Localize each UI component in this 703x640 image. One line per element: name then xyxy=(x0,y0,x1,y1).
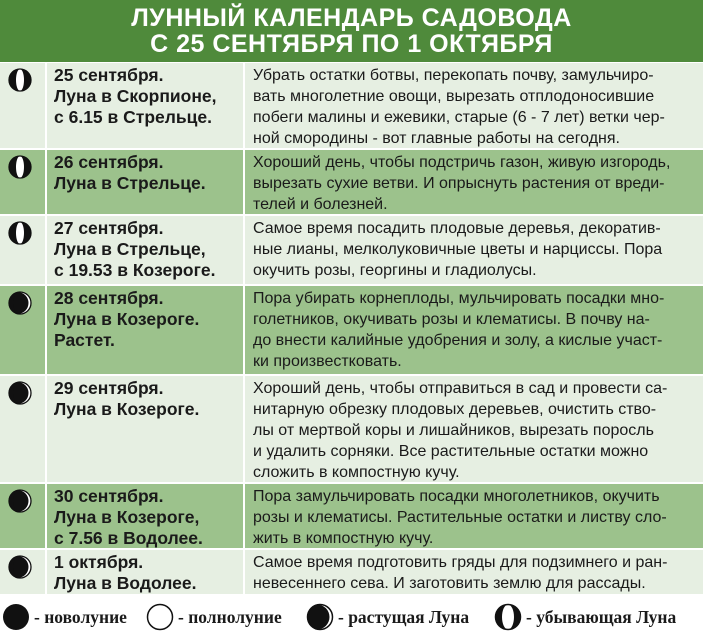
date-line: Луна в Козероге. xyxy=(54,399,200,419)
date-line: Луна в Стрельце, xyxy=(54,239,206,259)
date-line: с 6.15 в Стрельце. xyxy=(54,107,212,127)
date-line: 1 октября. xyxy=(54,552,144,572)
description-line: Самое время подготовить гряды для подзимнего и ран- xyxy=(253,554,668,571)
date-line: 26 сентября. xyxy=(54,152,164,172)
description-line: до внести калийные удобрения и золу, а кислые участ- xyxy=(253,332,663,349)
date-cell xyxy=(47,376,244,482)
date-line: Луна в Стрельце. xyxy=(54,173,206,193)
date-line: Луна в Скорпионе, xyxy=(54,86,217,106)
waxing-moon-icon xyxy=(8,489,32,513)
date-cell xyxy=(47,550,244,594)
table-row xyxy=(0,484,703,550)
waning-moon-icon xyxy=(8,68,32,92)
waning-moon-icon xyxy=(8,155,32,179)
moon-cell xyxy=(0,150,46,214)
date-cell xyxy=(47,150,244,214)
waning-moon-icon xyxy=(494,603,522,631)
moon-cell xyxy=(0,484,46,548)
date-line: 27 сентября. xyxy=(54,218,164,238)
waxing-moon-icon xyxy=(8,381,32,405)
description-line: вырезать сухие ветви. И опрыснуть растения от вреди- xyxy=(253,175,665,192)
title-line-1: ЛУННЫЙ КАЛЕНДАРЬ САДОВОДА xyxy=(131,4,572,32)
calendar-title xyxy=(0,0,703,62)
description-line: ные лианы, мелколуковичные цветы и нарциссы. Пора xyxy=(253,241,663,258)
date-cell xyxy=(47,216,244,284)
description-cell xyxy=(245,63,703,148)
date-line: Растет. xyxy=(54,330,115,350)
date-cell xyxy=(47,484,244,548)
date-cell xyxy=(47,286,244,374)
legend-waxing-moon-label: - растущая Луна xyxy=(338,606,470,627)
full-moon-icon xyxy=(146,603,174,631)
date-line: 28 сентября. xyxy=(54,288,164,308)
description-cell xyxy=(245,484,703,548)
description-line: Самое время посадить плодовые деревья, декоратив- xyxy=(253,220,661,237)
description-line: вать многолетние овощи, вырезать отплодоносившие xyxy=(253,88,655,105)
legend-waxing-moon xyxy=(306,602,469,632)
legend-full-moon-label: - полнолуние xyxy=(178,606,282,627)
moon-cell xyxy=(0,63,46,148)
description-line: ки произвестковать. xyxy=(253,353,402,370)
legend-new-moon xyxy=(2,602,127,632)
description-line: Убрать остатки ботвы, перекопать почву, замульчиро- xyxy=(253,67,654,84)
table-row xyxy=(0,376,703,484)
moon-cell xyxy=(0,286,46,374)
waxing-moon-icon xyxy=(306,603,334,631)
date-line: Луна в Водолее. xyxy=(54,573,197,593)
description-line: побеги малины и ежевики, старые (6 - 7 лет) ветки чер- xyxy=(253,109,665,126)
description-line: Хороший день, чтобы отправиться в сад и провести са- xyxy=(253,380,668,397)
description-line: сложить в компостную кучу. xyxy=(253,464,460,481)
description-cell xyxy=(245,286,703,374)
date-line: 29 сентября. xyxy=(54,378,164,398)
date-cell xyxy=(47,63,244,148)
description-cell xyxy=(245,550,703,594)
description-line: ной смородины - вот главные работы на сегодня. xyxy=(253,130,620,147)
title-line-2: С 25 СЕНТЯБРЯ ПО 1 ОКТЯБРЯ xyxy=(150,30,553,58)
description-line: голетников, окучивать розы и клематисы. В почву на- xyxy=(253,311,650,328)
description-line: жить в компостную кучу. xyxy=(253,530,434,547)
legend-full-moon xyxy=(146,602,282,632)
moon-cell xyxy=(0,216,46,284)
date-line: 30 сентября. xyxy=(54,486,164,506)
waxing-moon-icon xyxy=(8,291,32,315)
table-row xyxy=(0,550,703,596)
description-line: телей и болезней. xyxy=(253,196,388,213)
description-line: окучить розы, георгины и гладиолусы. xyxy=(253,262,537,279)
moon-cell xyxy=(0,376,46,482)
waxing-moon-icon xyxy=(8,555,32,579)
description-line: нитарную обрезку плодовых деревьев, очистить ство- xyxy=(253,401,657,418)
description-cell xyxy=(245,376,703,482)
description-line: розы и клематисы. Растительные остатки и листву сло- xyxy=(253,509,667,526)
table-row xyxy=(0,216,703,286)
table-row xyxy=(0,286,703,376)
legend-waning-moon-label: - убывающая Луна xyxy=(526,606,677,627)
date-line: с 19.53 в Козероге. xyxy=(54,260,216,280)
new-moon-icon xyxy=(2,603,30,631)
legend-waning-moon xyxy=(494,602,676,632)
date-line: 25 сентября. xyxy=(54,65,164,85)
moon-cell xyxy=(0,550,46,594)
description-line: Хороший день, чтобы подстричь газон, живую изгородь, xyxy=(253,154,671,171)
table-row xyxy=(0,63,703,150)
legend xyxy=(0,596,703,640)
description-line: Пора замульчировать посадки многолетников, окучить xyxy=(253,488,660,505)
waning-moon-icon xyxy=(8,221,32,245)
date-line: с 7.56 в Водолее. xyxy=(54,528,203,548)
description-cell xyxy=(245,150,703,214)
description-cell xyxy=(245,216,703,284)
date-line: Луна в Козероге, xyxy=(54,507,200,527)
description-line: лы от мертвой коры и лишайников, вырезать поросль xyxy=(253,422,654,439)
date-line: Луна в Козероге. xyxy=(54,309,200,329)
description-line: невесеннего сева. И заготовить землю для рассады. xyxy=(253,575,646,592)
table-row xyxy=(0,150,703,216)
legend-new-moon-label: - новолуние xyxy=(34,606,127,627)
description-line: и удалить сорняки. Все растительные остатки можно xyxy=(253,443,649,460)
description-line: Пора убирать корнеплоды, мульчировать посадки мно- xyxy=(253,290,665,307)
